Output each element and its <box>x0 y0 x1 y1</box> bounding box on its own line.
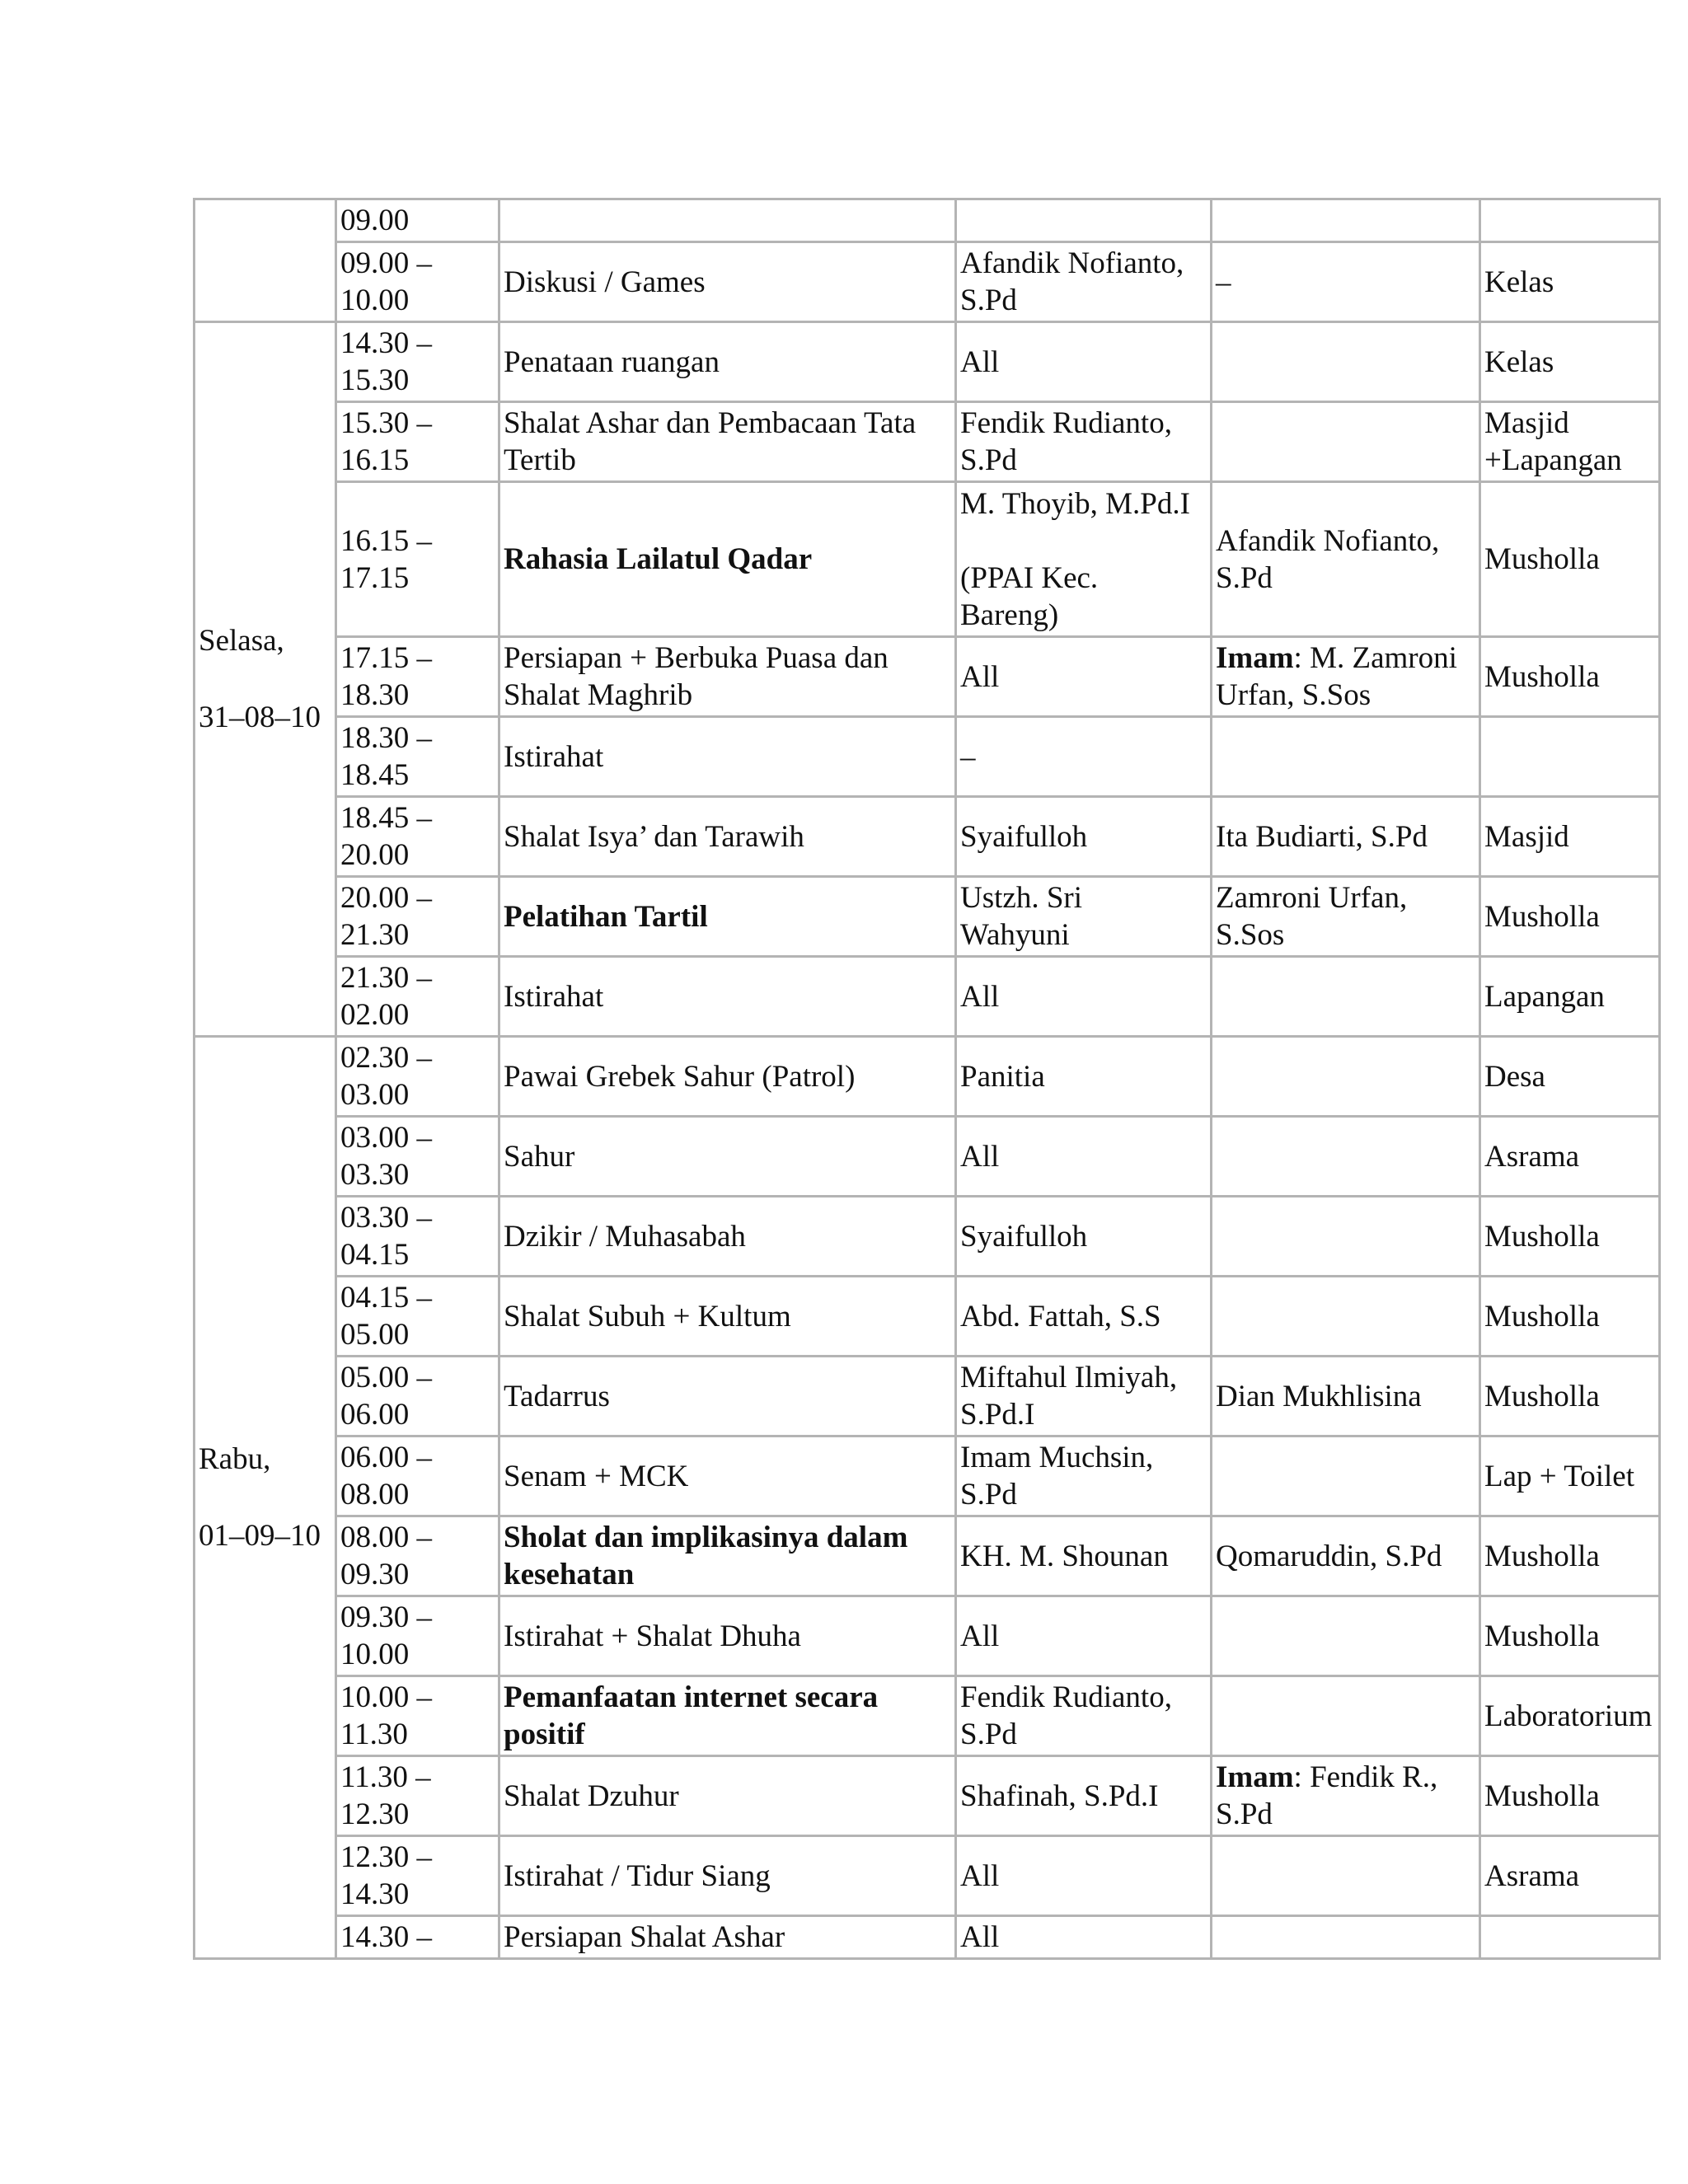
table-row <box>195 1436 1660 1516</box>
day-cell-rabu <box>195 1037 336 1959</box>
table-row <box>195 637 1660 717</box>
assistant-cell: – <box>1212 242 1480 322</box>
assistant-cell <box>1212 1197 1480 1277</box>
activity-cell <box>499 199 956 242</box>
activity-cell: Pelatihan Tartil <box>499 877 956 957</box>
assistant-cell <box>1212 1037 1480 1117</box>
pic-cell: Fendik Rudianto, S.Pd <box>956 402 1212 482</box>
pic-cell: Syaifulloh <box>956 1197 1212 1277</box>
day-cell <box>195 199 336 322</box>
pic-cell: Ustzh. Sri Wahyuni <box>956 877 1212 957</box>
assistant-cell: Ita Budiarti, S.Pd <box>1212 797 1480 877</box>
table-row <box>195 1676 1660 1756</box>
time-cell: 10.00 – 11.30 <box>336 1676 499 1756</box>
place-cell: Musholla <box>1480 1357 1660 1436</box>
activity-cell: Sholat dan implikasinya dalam kesehatan <box>499 1516 956 1596</box>
day-name: Selasa, <box>199 624 284 658</box>
table-row <box>195 199 1660 242</box>
table-row <box>195 1516 1660 1596</box>
table-row <box>195 797 1660 877</box>
pic-cell: Shafinah, S.Pd.I <box>956 1756 1212 1836</box>
place-cell: Masjid +Lapangan <box>1480 402 1660 482</box>
time-cell: 18.45 – 20.00 <box>336 797 499 877</box>
pic-cell: Abd. Fattah, S.S <box>956 1277 1212 1357</box>
assistant-cell <box>1212 322 1480 402</box>
assistant-cell <box>1212 402 1480 482</box>
assistant-text: : M. Zamroni Urfan, S.Sos <box>1216 641 1457 712</box>
place-cell: Kelas <box>1480 322 1660 402</box>
pic-cell: All <box>956 1117 1212 1197</box>
imam-label: Imam <box>1216 641 1294 675</box>
pic-cell: Afandik Nofianto, S.Pd <box>956 242 1212 322</box>
activity-cell: Shalat Isya’ dan Tarawih <box>499 797 956 877</box>
place-cell: Asrama <box>1480 1117 1660 1197</box>
assistant-text: : Fendik R., S.Pd <box>1216 1760 1438 1831</box>
pic-cell: All <box>956 957 1212 1037</box>
time-cell: 09.00 <box>336 199 499 242</box>
assistant-cell <box>1212 1836 1480 1916</box>
place-cell: Lap + Toilet <box>1480 1436 1660 1516</box>
place-cell: Musholla <box>1480 1197 1660 1277</box>
assistant-cell <box>1212 1436 1480 1516</box>
activity-cell: Penataan ruangan <box>499 322 956 402</box>
imam-label: Imam <box>1216 1760 1294 1794</box>
activity-cell: Tadarrus <box>499 1357 956 1436</box>
pic-cell: Imam Muchsin, S.Pd <box>956 1436 1212 1516</box>
activity-cell: Pemanfaatan internet secara positif <box>499 1676 956 1756</box>
place-cell <box>1480 1916 1660 1959</box>
assistant-cell <box>1212 199 1480 242</box>
time-cell: 03.30 – 04.15 <box>336 1197 499 1277</box>
activity-cell: Persiapan + Berbuka Puasa dan Shalat Maghrib <box>499 637 956 717</box>
activity-cell: Shalat Subuh + Kultum <box>499 1277 956 1357</box>
assistant-cell <box>1212 717 1480 797</box>
place-cell: Masjid <box>1480 797 1660 877</box>
day-date: 31–08–10 <box>199 701 321 734</box>
place-cell: Musholla <box>1480 1756 1660 1836</box>
time-cell: 06.00 – 08.00 <box>336 1436 499 1516</box>
assistant-cell <box>1212 637 1480 717</box>
pic-cell: All <box>956 637 1212 717</box>
table-row <box>195 1277 1660 1357</box>
activity-cell: Sahur <box>499 1117 956 1197</box>
place-cell <box>1480 717 1660 797</box>
pic-cell: All <box>956 1916 1212 1959</box>
pic-cell: KH. M. Shounan <box>956 1516 1212 1596</box>
place-cell: Musholla <box>1480 637 1660 717</box>
pic-cell: All <box>956 1836 1212 1916</box>
time-cell: 03.00 – 03.30 <box>336 1117 499 1197</box>
pic-cell: All <box>956 322 1212 402</box>
table-row <box>195 1836 1660 1916</box>
place-cell: Lapangan <box>1480 957 1660 1037</box>
table-row <box>195 1916 1660 1959</box>
pic-cell: Syaifulloh <box>956 797 1212 877</box>
table-row <box>195 402 1660 482</box>
assistant-cell <box>1212 1676 1480 1756</box>
pic-cell: – <box>956 717 1212 797</box>
activity-cell: Rahasia Lailatul Qadar <box>499 482 956 637</box>
activity-cell: Persiapan Shalat Ashar <box>499 1916 956 1959</box>
activity-cell: Pawai Grebek Sahur (Patrol) <box>499 1037 956 1117</box>
activity-cell: Diskusi / Games <box>499 242 956 322</box>
time-cell: 04.15 – 05.00 <box>336 1277 499 1357</box>
pic-cell: Miftahul Ilmiyah, S.Pd.I <box>956 1357 1212 1436</box>
pic-cell: Panitia <box>956 1037 1212 1117</box>
time-cell: 14.30 – <box>336 1916 499 1959</box>
assistant-cell <box>1212 957 1480 1037</box>
table-row <box>195 717 1660 797</box>
assistant-cell <box>1212 1117 1480 1197</box>
table-row <box>195 1756 1660 1836</box>
place-cell: Musholla <box>1480 482 1660 637</box>
assistant-cell <box>1212 1277 1480 1357</box>
activity-cell: Istirahat + Shalat Dhuha <box>499 1596 956 1676</box>
time-cell: 09.30 – 10.00 <box>336 1596 499 1676</box>
activity-cell: Dzikir / Muhasabah <box>499 1197 956 1277</box>
table-row <box>195 1117 1660 1197</box>
activity-cell: Senam + MCK <box>499 1436 956 1516</box>
table-row <box>195 1596 1660 1676</box>
table-row <box>195 1037 1660 1117</box>
table-row <box>195 1357 1660 1436</box>
place-cell: Kelas <box>1480 242 1660 322</box>
place-cell <box>1480 199 1660 242</box>
time-cell: 15.30 – 16.15 <box>336 402 499 482</box>
activity-cell: Shalat Ashar dan Pembacaan Tata Tertib <box>499 402 956 482</box>
time-cell: 02.30 – 03.00 <box>336 1037 499 1117</box>
time-cell: 17.15 – 18.30 <box>336 637 499 717</box>
place-cell: Musholla <box>1480 1277 1660 1357</box>
table-row <box>195 482 1660 637</box>
time-cell: 14.30 – 15.30 <box>336 322 499 402</box>
day-cell-selasa <box>195 322 336 1037</box>
activity-cell: Istirahat <box>499 717 956 797</box>
table-row <box>195 957 1660 1037</box>
time-cell: 16.15 – 17.15 <box>336 482 499 637</box>
time-cell: 21.30 – 02.00 <box>336 957 499 1037</box>
pic-cell: All <box>956 1596 1212 1676</box>
activity-cell: Istirahat / Tidur Siang <box>499 1836 956 1916</box>
assistant-cell <box>1212 1756 1480 1836</box>
table-row <box>195 1197 1660 1277</box>
schedule-table <box>193 198 1661 1960</box>
activity-cell: Shalat Dzuhur <box>499 1756 956 1836</box>
time-cell: 09.00 – 10.00 <box>336 242 499 322</box>
day-name: Rabu, <box>199 1442 271 1476</box>
place-cell: Asrama <box>1480 1836 1660 1916</box>
place-cell: Musholla <box>1480 877 1660 957</box>
place-cell: Laboratorium <box>1480 1676 1660 1756</box>
place-cell: Desa <box>1480 1037 1660 1117</box>
time-cell: 20.00 – 21.30 <box>336 877 499 957</box>
assistant-cell: Afandik Nofianto, S.Pd <box>1212 482 1480 637</box>
assistant-cell: Zamroni Urfan, S.Sos <box>1212 877 1480 957</box>
pic-cell: Fendik Rudianto, S.Pd <box>956 1676 1212 1756</box>
assistant-cell <box>1212 1596 1480 1676</box>
pic-cell: M. Thoyib, M.Pd.I (PPAI Kec. Bareng) <box>956 482 1212 637</box>
assistant-cell: Qomaruddin, S.Pd <box>1212 1516 1480 1596</box>
time-cell: 18.30 – 18.45 <box>336 717 499 797</box>
place-cell: Musholla <box>1480 1596 1660 1676</box>
table-row <box>195 242 1660 322</box>
assistant-cell: Dian Mukhlisina <box>1212 1357 1480 1436</box>
pic-cell <box>956 199 1212 242</box>
time-cell: 12.30 – 14.30 <box>336 1836 499 1916</box>
assistant-cell <box>1212 1916 1480 1959</box>
place-cell: Musholla <box>1480 1516 1660 1596</box>
activity-cell: Istirahat <box>499 957 956 1037</box>
table-row <box>195 877 1660 957</box>
time-cell: 11.30 – 12.30 <box>336 1756 499 1836</box>
day-date: 01–09–10 <box>199 1519 321 1553</box>
table-row <box>195 322 1660 402</box>
time-cell: 08.00 – 09.30 <box>336 1516 499 1596</box>
time-cell: 05.00 – 06.00 <box>336 1357 499 1436</box>
